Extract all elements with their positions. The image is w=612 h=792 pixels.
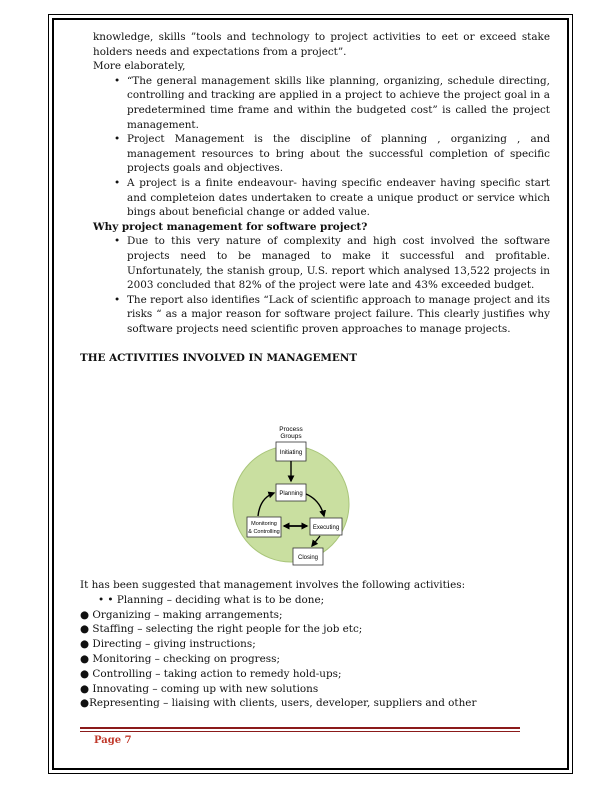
main-text bbox=[80, 30, 550, 376]
process-groups-diagram bbox=[232, 420, 350, 580]
reason-list bbox=[80, 234, 550, 336]
footer-rule bbox=[80, 731, 520, 732]
intro-paragraph: knowledge, skills ”tools and technology to project activities to eet or exceed stake holders needs and expectations from a project”. bbox=[93, 31, 550, 58]
list-item: ● Directing – giving instructions; bbox=[80, 638, 256, 651]
list-item: • Due to this very nature of complexity and high cost involved the software projects need to be managed to make it successful and profitable. Unfortunately, the stanish group, U.S. report which analysed 13,522 projects in 2003 concluded that 82% of the project were late and 43% exceeded budget. bbox=[80, 234, 550, 292]
closing-label: Closing bbox=[297, 555, 319, 561]
monitoring-label: & Controlling bbox=[248, 529, 280, 535]
more-elaborately: More elaborately, bbox=[93, 60, 186, 73]
planning-label: Planning bbox=[279, 491, 303, 497]
list-item: ● Monitoring – checking on progress; bbox=[80, 652, 280, 665]
activities-intro: It has been suggested that management involves the following activities: bbox=[80, 579, 466, 591]
list-item: • The report also identifies “Lack of scientific approach to manage project and its risks “ as a major reason for software project failure. This clearly justifies why software projects need scientific proven approaches to manage projects. bbox=[80, 293, 550, 337]
list-item: ●Representing – liaising with clients, users, developer, suppliers and other bbox=[80, 697, 477, 710]
page-number: Page 7 bbox=[94, 735, 132, 746]
section-heading: THE ACTIVITIES INVOLVED IN MANAGEMENT bbox=[80, 352, 358, 365]
list-item: ● Staffing – selecting the right people for the job etc; bbox=[80, 623, 363, 636]
list-item: • • Planning – deciding what is to be done; bbox=[98, 593, 325, 606]
definition-list bbox=[80, 74, 550, 220]
list-item: ● Innovating – coming up with new solutions bbox=[80, 682, 319, 695]
list-item: • A project is a finite endeavour- having specific endeaver having specific start and completeion dates undertaken to create a unique product or service which bings about beneficial change or added value. bbox=[80, 176, 550, 220]
list-item: • “The general management skills like planning, organizing, schedule directing, controlling and tracking are applied in a project to achieve the project goal in a predetermined time frame and within the budgeted cost” is called the project management. bbox=[80, 74, 550, 132]
list-item: ● Controlling – taking action to remedy hold-ups; bbox=[80, 667, 342, 680]
monitoring-label: Monitoring bbox=[251, 521, 277, 527]
question-heading: Why project management for software project? bbox=[93, 220, 368, 233]
list-item: ● Organizing – making arrangements; bbox=[80, 608, 283, 621]
list-item: • Project Management is the discipline of planning , organizing , and management resources to bring about the successful completion of specific projects goals and objectives. bbox=[80, 132, 550, 176]
diagram-title: Process bbox=[279, 426, 303, 433]
footer-rule bbox=[80, 727, 520, 729]
executing-label: Executing bbox=[312, 525, 340, 531]
initiating-label: Initiating bbox=[279, 450, 303, 456]
activities-list bbox=[80, 578, 550, 711]
diagram-title: Groups bbox=[280, 433, 302, 440]
